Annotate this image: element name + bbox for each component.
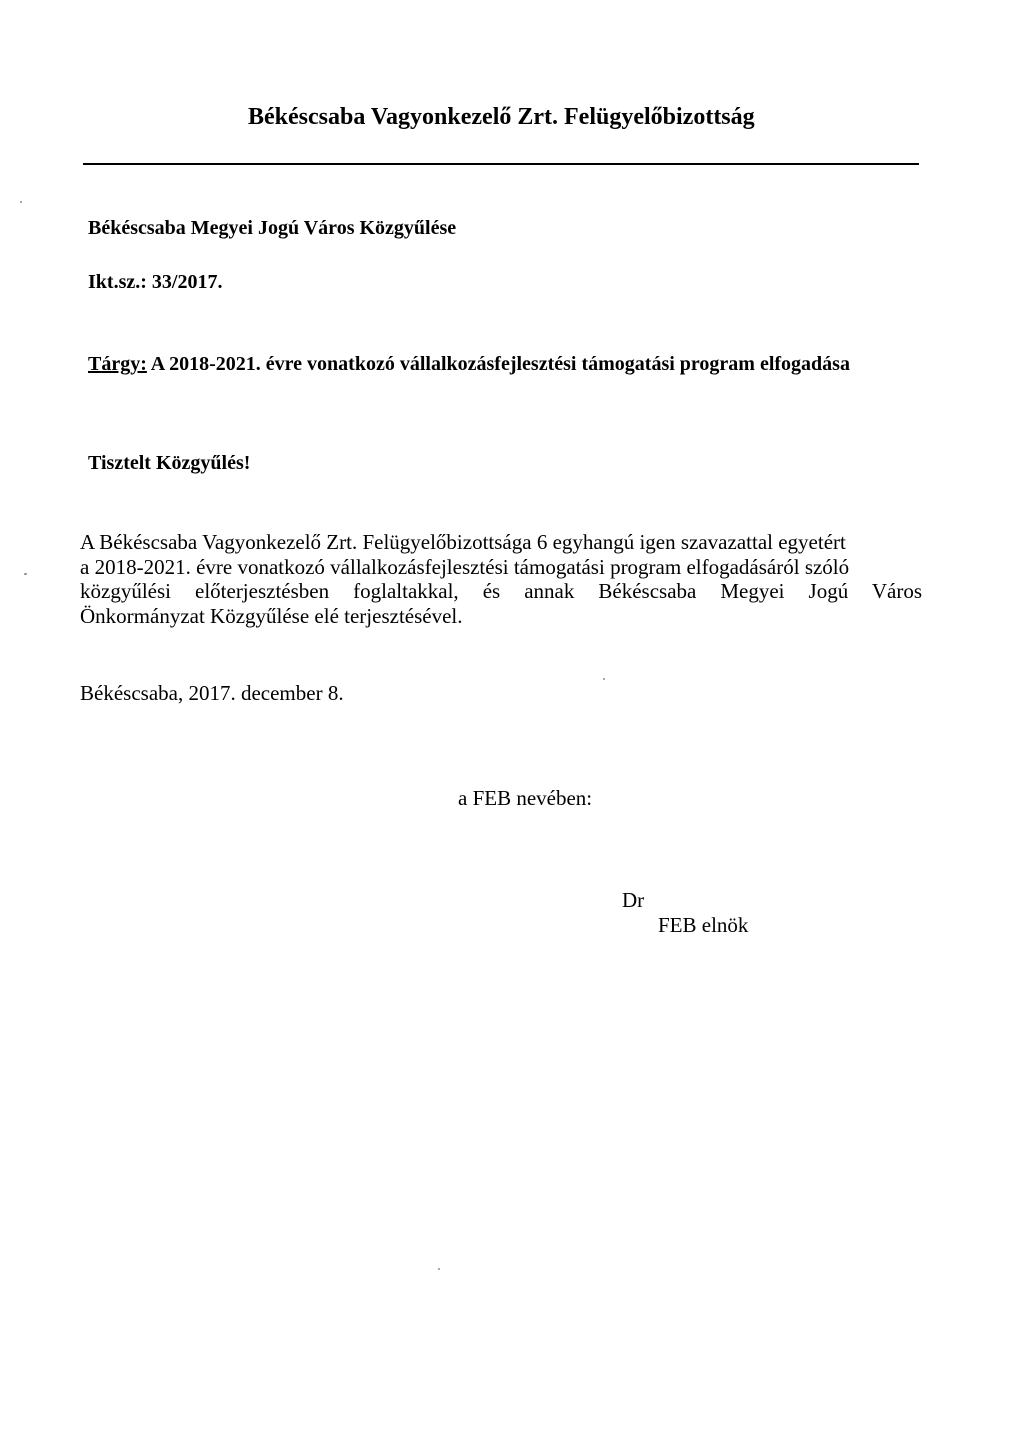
- signature-title-text: FEB elnök: [658, 913, 749, 937]
- scan-speck: [603, 678, 605, 680]
- body-line-4: Önkormányzat Közgyűlése elé terjesztésével.: [80, 603, 463, 628]
- subject-text: A 2018-2021. évre vonatkozó vállalkozásfejlesztési támogatási program elfogadása: [146, 353, 850, 375]
- signature-name: Dr: [622, 888, 645, 912]
- body-line-3: közgyűlési előterjesztésben foglaltakkal, és annak Békéscsaba Megyei Jogú Város: [80, 579, 922, 603]
- subject-label: Tárgy:: [88, 353, 147, 375]
- document-header-title: Békéscsaba Vagyonkezelő Zrt. Felügyelőbizottság: [248, 104, 755, 130]
- reference-number: Ikt.sz.: 33/2017.: [88, 271, 223, 293]
- scan-speck: [438, 1268, 440, 1270]
- signature-title-fragment: [658, 913, 758, 937]
- date-line: Békéscsaba, 2017. december 8.: [80, 681, 344, 705]
- body-paragraph: [80, 530, 922, 628]
- scan-speck: [24, 573, 27, 575]
- scan-speck: [20, 201, 22, 203]
- salutation: Tisztelt Közgyűlés!: [88, 452, 251, 474]
- body-line-2: a 2018-2021. évre vonatkozó vállalkozásfejlesztési támogatási program elfogadásáról szóló: [80, 554, 850, 579]
- body-line-1: A Békéscsaba Vagyonkezelő Zrt. Felügyelőbizottsága 6 egyhangú igen szavazattal egyetért: [80, 530, 846, 554]
- subject-line: [88, 353, 850, 376]
- signature-intro: a FEB nevében:: [458, 786, 593, 810]
- addressee: Békéscsaba Megyei Jogú Város Közgyűlése: [88, 217, 457, 239]
- header-divider: [83, 163, 919, 165]
